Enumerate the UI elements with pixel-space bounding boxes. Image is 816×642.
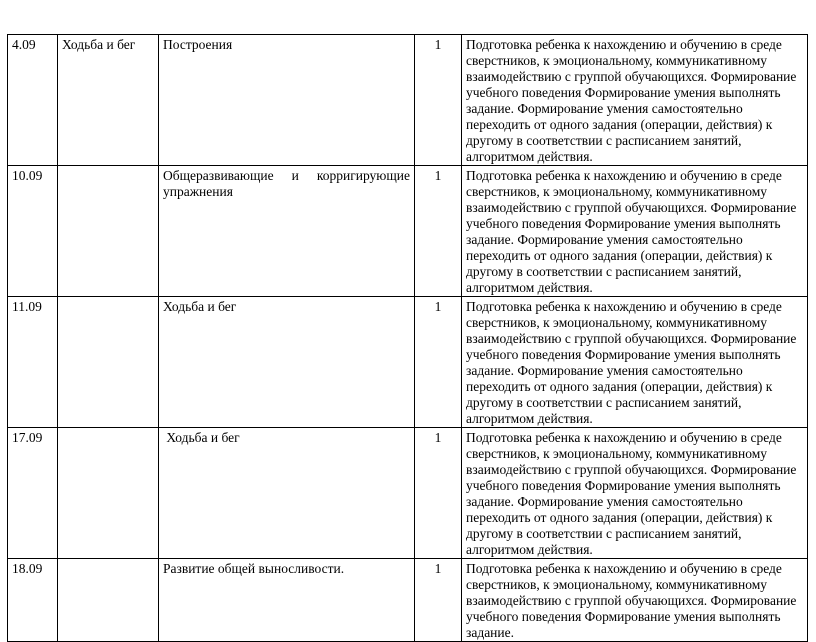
section-cell	[58, 297, 159, 428]
description-cell: Подготовка ребенка к нахождению и обучению в среде сверстников, к эмоциональному, коммуникативному взаимодействию с группой обучающихся. Формирование учебного поведения Формирование умения выполнять задание. Формирование умения самостоятельно переходить от одного задания (операции, действия) к другому в соответствии с расписанием занятий, алгоритмом действия.	[462, 166, 808, 297]
date-cell: 10.09	[8, 166, 58, 297]
date-cell: 4.09	[8, 35, 58, 166]
description-cell: Подготовка ребенка к нахождению и обучению в среде сверстников, к эмоциональному, коммуникативному взаимодействию с группой обучающихся. Формирование учебного поведения Формирование умения выполнять задание. Формирование умения самостоятельно переходить от одного задания (операции, действия) к другому в соответствии с расписанием занятий, алгоритмом действия.	[462, 297, 808, 428]
section-cell	[58, 428, 159, 559]
hours-cell: 1	[415, 559, 462, 642]
topic-cell: Развитие общей выносливости.	[159, 559, 415, 642]
table-row	[8, 428, 808, 559]
section-cell: Ходьба и бег	[58, 35, 159, 166]
hours-cell: 1	[415, 35, 462, 166]
date-cell: 17.09	[8, 428, 58, 559]
table-row	[8, 166, 808, 297]
topic-cell: Построения	[159, 35, 415, 166]
section-cell	[58, 166, 159, 297]
hours-cell: 1	[415, 166, 462, 297]
topic-cell: Ходьба и бег	[159, 428, 415, 559]
topic-cell: Ходьба и бег	[159, 297, 415, 428]
description-cell: Подготовка ребенка к нахождению и обучению в среде сверстников, к эмоциональному, коммуникативному взаимодействию с группой обучающихся. Формирование учебного поведения Формирование умения выполнять задание.	[462, 559, 808, 642]
topic-cell: Общеразвивающие и корригирующие упражнения	[159, 166, 415, 297]
description-cell: Подготовка ребенка к нахождению и обучению в среде сверстников, к эмоциональному, коммуникативному взаимодействию с группой обучающихся. Формирование учебного поведения Формирование умения выполнять задание. Формирование умения самостоятельно переходить от одного задания (операции, действия) к другому в соответствии с расписанием занятий, алгоритмом действия.	[462, 35, 808, 166]
table-row	[8, 35, 808, 166]
date-cell: 18.09	[8, 559, 58, 642]
table-row	[8, 297, 808, 428]
section-cell	[58, 559, 159, 642]
lesson-plan-table	[7, 34, 808, 642]
table-row	[8, 559, 808, 642]
date-cell: 11.09	[8, 297, 58, 428]
hours-cell: 1	[415, 297, 462, 428]
hours-cell: 1	[415, 428, 462, 559]
description-cell: Подготовка ребенка к нахождению и обучению в среде сверстников, к эмоциональному, коммуникативному взаимодействию с группой обучающихся. Формирование учебного поведения Формирование умения выполнять задание. Формирование умения самостоятельно переходить от одного задания (операции, действия) к другому в соответствии с расписанием занятий, алгоритмом действия.	[462, 428, 808, 559]
